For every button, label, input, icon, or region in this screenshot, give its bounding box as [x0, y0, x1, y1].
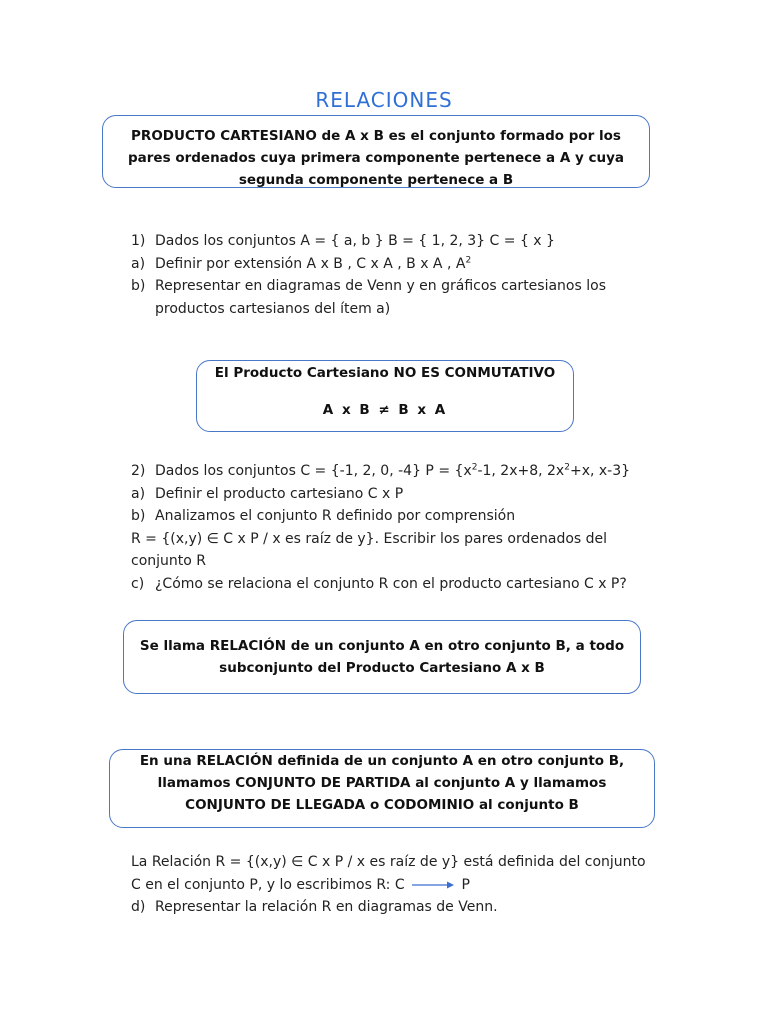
exercise-line — [131, 550, 630, 573]
exercise-text: -1, 2x+8, 2x — [477, 463, 565, 479]
relation-text: Representar la relación R en diagramas de Venn. — [155, 899, 498, 915]
exercise-line — [131, 253, 606, 276]
item-number: 2) — [131, 463, 146, 479]
item-letter: a) — [131, 485, 146, 502]
relation-line — [131, 851, 646, 874]
exercise-text: Representar en diagramas de Venn y en gráficos cartesianos los — [155, 278, 606, 294]
relation-text: P — [461, 876, 470, 893]
exercise-text: Definir por extensión A x B , C x A , B x A , A — [155, 255, 466, 272]
exercise-text: Dados los conjuntos A = { a, b } B = { 1, 2, 3} C = { x } — [155, 233, 555, 249]
definition-line: CONJUNTO DE LLEGADA o CODOMINIO al conjunto B — [185, 797, 579, 813]
relation-line — [131, 874, 646, 897]
exercise-line — [131, 460, 630, 483]
note-line: El Producto Cartesiano NO ES CONMUTATIVO — [214, 365, 556, 381]
exercise-line — [131, 573, 630, 596]
exercise-line — [131, 528, 630, 551]
right-arrow-icon — [411, 880, 455, 890]
page-title: RELACIONES — [315, 88, 453, 112]
exercise-text: Analizamos el conjunto R definido por comprensión — [155, 508, 516, 524]
exercise-line — [131, 298, 606, 321]
item-letter: c) — [131, 575, 145, 592]
exercise-text: productos cartesianos del ítem a) — [155, 300, 391, 317]
exercise-text: conjunto R — [131, 553, 207, 569]
exercise-text: R = {(x,y) ∈ C x P / x es raíz de y}. Escribir los pares ordenados del — [131, 530, 608, 547]
superscript: 2 — [465, 254, 472, 265]
definition-box-cartesian-product — [102, 115, 650, 188]
superscript: 2 — [471, 462, 478, 473]
item-letter: a) — [131, 255, 146, 272]
exercise-line — [131, 483, 630, 506]
relation-text: C en el conjunto P, y lo escribimos R: C — [131, 876, 405, 893]
definition-line: PRODUCTO CARTESIANO de A x B es el conjunto formado por los — [131, 128, 621, 144]
relation-line — [131, 896, 646, 919]
exercise-line — [131, 230, 606, 253]
exercise-text: +x, x-3} — [569, 463, 631, 479]
exercise-line — [131, 505, 630, 528]
definition-line: segunda componente pertenece a B — [238, 172, 514, 188]
superscript: 2 — [564, 462, 570, 473]
relation-text: La Relación R = {(x,y) ∈ C x P / x es raíz de y} está definida del conjunto — [131, 854, 646, 870]
definition-line: llamamos CONJUNTO DE PARTIDA al conjunto A y llamamos — [157, 775, 607, 791]
note-formula: A x B ≠ B x A — [322, 402, 448, 418]
note-box-not-commutative — [196, 360, 574, 432]
item-letter: d) — [131, 899, 146, 915]
item-letter: b) — [131, 508, 146, 524]
exercise-text: Definir el producto cartesiano C x P — [155, 485, 404, 502]
exercise-1 — [131, 230, 606, 320]
definition-line: subconjunto del Producto Cartesiano A x B — [219, 660, 545, 676]
exercise-line — [131, 275, 606, 298]
definition-line: pares ordenados cuya primera componente pertenece a A y cuya — [128, 150, 624, 166]
definition-box-relation — [123, 620, 641, 694]
exercise-text: Dados los conjuntos C = {-1, 2, 0, -4} P = {x — [155, 463, 472, 479]
definition-line: En una RELACIÓN definida de un conjunto A en otro conjunto B, — [139, 753, 625, 769]
exercise-text: ¿Cómo se relaciona el conjunto R con el producto cartesiano C x P? — [155, 575, 627, 592]
item-letter: b) — [131, 278, 146, 294]
definition-line: Se llama RELACIÓN de un conjunto A en otro conjunto B, a todo — [139, 638, 625, 654]
definition-box-domain-codomain — [109, 749, 655, 828]
relation-section — [131, 851, 646, 919]
exercise-2 — [131, 460, 630, 595]
item-number: 1) — [131, 233, 146, 249]
